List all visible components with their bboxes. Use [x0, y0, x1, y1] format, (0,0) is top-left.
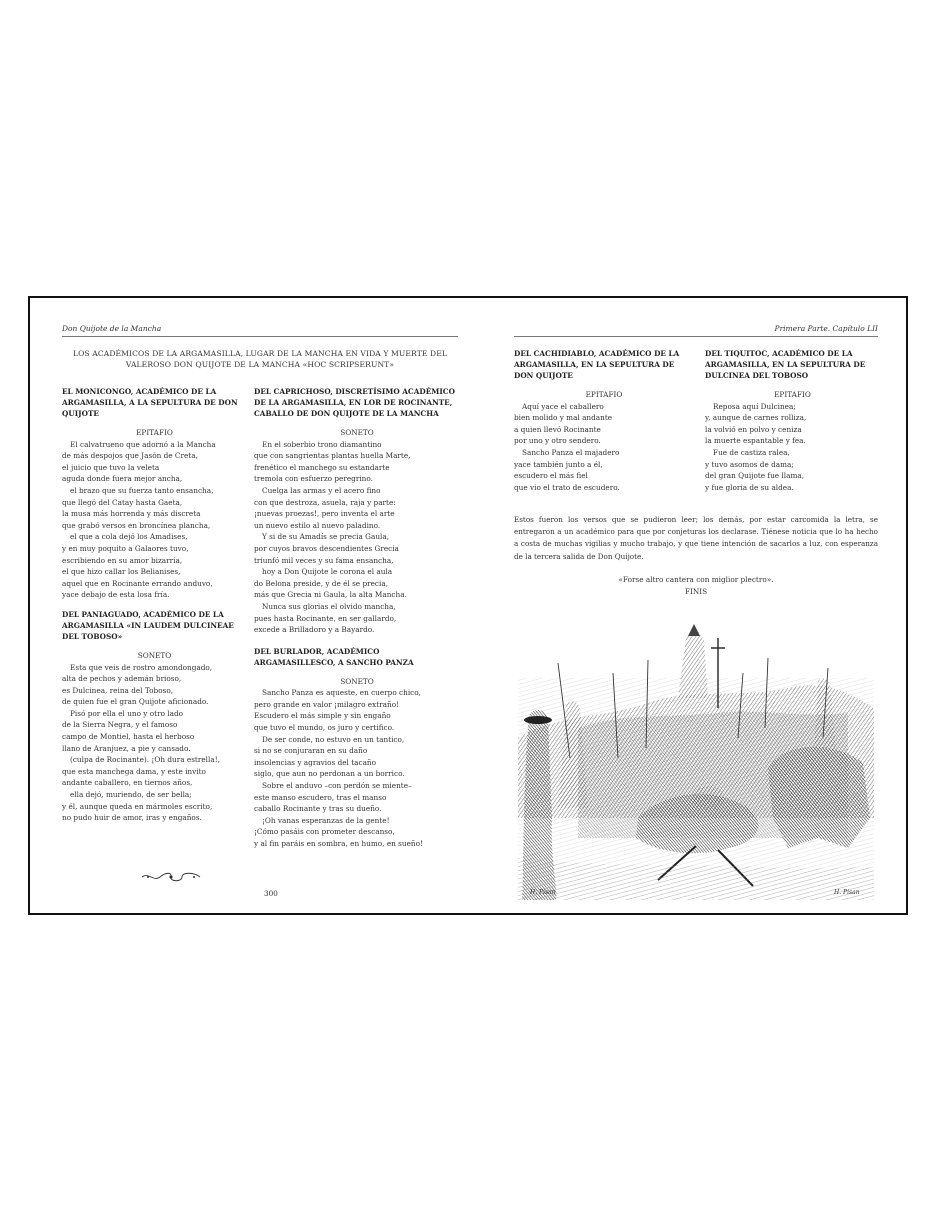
verse-line: ¡Cómo pasáis con prometer descanso,: [254, 827, 395, 837]
signature-left: H. Pisan: [530, 889, 556, 896]
poem-tiquitoc: [705, 401, 880, 494]
verse-line: que tuvo el mundo, os juro y certifico.: [254, 723, 395, 733]
verse-line: pues hasta Rocinante, en ser gallardo,: [254, 613, 397, 623]
verse-line: es Dulcinea, reina del Toboso,: [62, 685, 174, 695]
poem-burlador: [254, 687, 460, 849]
poem-subheading: SONETO: [340, 676, 374, 686]
column-left: [514, 348, 694, 493]
verse-line: Cuelga las armas y el acero fino: [262, 485, 381, 495]
verse-line: aguda donde fuera mejor ancha,: [62, 474, 183, 484]
verse-line: la volvió en polvo y ceniza: [705, 424, 802, 434]
poem-subheading: EPITAFIO: [774, 390, 811, 399]
verse-line: un nuevo estilo al nuevo paladino.: [254, 520, 381, 530]
verse-line: Y si de su Amadís se precia Gaula,: [262, 532, 390, 542]
verse-line: este manso escudero, tras el manso: [254, 792, 387, 802]
verse-line: tremola con esfuerzo peregrino.: [254, 474, 373, 484]
verse-line: Fue de castiza ralea,: [713, 447, 790, 457]
closing-quote: «Forse altro cantera con miglior plectro».: [618, 575, 774, 584]
verse-line: y fue gloria de su aldea.: [705, 482, 794, 492]
verse-line: que vio el trato de escudero.: [514, 482, 620, 492]
verse-line: En el soberbio trono diamantino: [262, 439, 382, 449]
verse-line: De ser conde, no estuvo en un tantico,: [262, 734, 405, 744]
verse-line: frenético el manchego su estandarte: [254, 462, 390, 472]
verse-line: ¡Oh vanas esperanzas de la gente!: [262, 815, 390, 825]
verse-line: que esta manchega dama, y este invito: [62, 766, 206, 776]
poem-subheading: EPITAFIO: [585, 390, 623, 399]
verse-line: y, aunque de carnes rolliza,: [705, 413, 807, 423]
verse-line: más que Grecia ni Gaula, la alta Mancha.: [254, 590, 407, 600]
verse-line: la musa más horrenda y más discreta: [62, 509, 201, 519]
verse-line: que con sangrientas plantas huella Marte,: [254, 451, 411, 461]
verse-line: que grabó versos en broncínea plancha,: [62, 520, 211, 530]
verse-line: Nunca sus glorias el olvido mancha,: [262, 601, 396, 611]
verse-line: excede a Brilladoro y a Bayardo.: [254, 625, 375, 635]
verse-line: por cuyos bravos descendientes Grecia: [254, 543, 399, 553]
poem-caprichoso: [254, 439, 460, 636]
verse-line: el que hizo callar los Belianises,: [62, 567, 181, 577]
verse-line: Aquí yace el caballero: [522, 401, 604, 411]
verse-line: no pudo huir de amor, iras y engaños.: [62, 813, 202, 823]
verse-line: aquel que en Rocinante errando anduvo,: [62, 578, 213, 588]
verse-line: yace también junto a él,: [514, 459, 603, 469]
verse-line: de quien fue el gran Quijote aficionado.: [62, 697, 209, 707]
poem-subheading: EPITAFIO: [136, 428, 173, 437]
verse-line: caballo Rocinante y tras su dueño.: [254, 804, 382, 814]
verse-line: Escudero el más simple y sin engaño: [254, 711, 391, 721]
book-spread: [28, 296, 908, 915]
poem-heading-tiquitoc: DEL TIQUITOC, ACADÉMICO DE LA ARGAMASILLA, EN LA SEPULTURA DE DULCINEA DEL TOBOSO: [705, 349, 866, 380]
column-right: [254, 386, 460, 850]
verse-line: el brazo que su fuerza tanto ensancha,: [70, 485, 214, 495]
verse-line: y al fin paráis en sombra, en humo, en sueño!: [254, 839, 423, 848]
verse-line: que llegó del Catay hasta Gaeta,: [62, 497, 183, 507]
finis: FINIS: [684, 586, 708, 596]
verse-line: de la Sierra Negra, y el famoso: [62, 720, 178, 730]
verse-line: ¡nuevas proezas!, pero inventa el arte: [254, 509, 395, 519]
verse-line: Sancho Panza es aqueste, en cuerpo chico,: [262, 688, 421, 698]
verse-line: y en muy poquito a Galaores tuvo,: [62, 543, 189, 553]
verse-line: (culpa de Rocinante). ¡Oh dura estrella!,: [70, 755, 220, 765]
verse-line: bien molido y mal andante: [514, 413, 613, 423]
poem-cachidiablo: [514, 401, 694, 494]
verse-line: a quien llevó Rocinante: [514, 424, 601, 434]
verse-line: siglo, que aun no perdonan a un borrico.: [254, 769, 405, 779]
verse-line: llano de Aranjuez, a pie y cansado.: [62, 743, 191, 753]
verse-line: si no se conjuraran en su daño: [254, 746, 368, 756]
chapter-title: LOS ACADÉMICOS DE LA ARGAMASILLA, LUGAR DE LA MANCHA EN VIDA Y MUERTE DEL VALEROSO DON QUIJOTE DE LA MANCHA «HOC SCRIPSERUNT»: [72, 349, 448, 369]
verse-line: la muerte espantable y fea.: [705, 436, 806, 446]
verse-line: con que destroza, asuela, raja y parte:: [254, 497, 396, 507]
column-left: [62, 386, 247, 824]
poem-heading-monicongo: EL MONICONGO, ACADÉMICO DE LA ARGAMASILLA, A LA SEPULTURA DE DON QUIJOTE: [62, 387, 238, 418]
running-head-left: Don Quijote de la Mancha: [62, 324, 458, 337]
verse-line: alta de pechos y ademán brioso,: [62, 674, 182, 684]
verse-line: de más despojos que Jasón de Creta,: [62, 451, 198, 461]
closing-paragraph: Estos fueron los versos que se pudieron leer; los demás, por estar carcomida la letra, se entregaron a un académico para que por conjeturas los declarase. Tiénese noticia que lo ha hecho a costa de muchas vigilias y mucho trabajo, y que tiene intención de sacarlos a luz, con esperanza de la tercera salida de Don Quijote.: [514, 515, 878, 561]
verse-line: Reposa aquí Dulcinea;: [713, 401, 796, 411]
page-number: 300: [264, 889, 278, 898]
verse-line: el juicio que tuvo la veleta: [62, 462, 160, 472]
verse-line: Sancho Panza el majadero: [522, 447, 620, 457]
verse-line: insolencias y agravios del tacaño: [254, 757, 377, 767]
verse-line: Pisó por ella el uno y otro lado: [70, 708, 184, 718]
closing-block: [514, 574, 878, 597]
flourish-ornament: [140, 872, 202, 885]
verse-line: andante caballero, en tiernos años,: [62, 778, 193, 788]
verse-line: hoy a Don Quijote le corona el aula: [262, 567, 393, 577]
verse-line: y él, aunque queda en mármoles escrito,: [62, 801, 213, 811]
poem-heading-paniaguado: DEL PANIAGUADO, ACADÉMICO DE LA ARGAMASILLA «IN LAUDEM DULCINEAE DEL TOBOSO»: [62, 609, 234, 641]
verse-line: por uno y otro sendero.: [514, 436, 601, 446]
poem-heading-cachidiablo: DEL CACHIDIABLO, ACADÉMICO DE LA ARGAMASILLA, EN LA SEPULTURA DE DON QUIJOTE: [514, 349, 680, 380]
verse-line: el que a cola dejó los Amadises,: [70, 532, 188, 542]
column-right: [705, 348, 880, 493]
poem-heading-caprichoso: DEL CAPRICHOSO, DISCRETÍSIMO ACADÉMICO DE LA ARGAMASILLA, EN LOR DE ROCINANTE, CABALLO DE DON QUIJOTE DE LA MANCHA: [254, 387, 455, 418]
left-page: [62, 298, 458, 913]
verse-line: Esta que veis de rostro amondongado,: [70, 662, 213, 672]
poem-paniaguado: [62, 662, 247, 824]
verse-line: Sobre el anduvo –con perdón se miente–: [262, 781, 412, 791]
verse-line: El calvatrueno que adornó a la Mancha: [70, 439, 216, 449]
signature-right: H. Pisan: [834, 889, 860, 896]
verse-line: y tuvo asomos de dama;: [705, 459, 794, 469]
poem-heading-burlador: DEL BURLADOR, ACADÉMICO ARGAMASILLESCO, A SANCHO PANZA: [254, 646, 414, 667]
verse-line: campo de Montiel, hasta el herboso: [62, 732, 195, 742]
verse-line: escudero el más fiel: [514, 471, 588, 481]
running-head-right: Primera Parte. Capítulo LII: [514, 324, 878, 337]
verse-line: triunfó mil veces y su fama ensancha,: [254, 555, 394, 565]
verse-line: yace debajo de esta losa fría.: [62, 590, 170, 600]
verse-line: escribiendo en su amor bizarría,: [62, 555, 183, 565]
verse-line: del gran Quijote fue llama,: [705, 471, 805, 481]
right-page: [514, 298, 878, 913]
poem-monicongo: [62, 439, 247, 601]
verse-line: ella dejó, muriendo, de ser bella;: [70, 790, 192, 800]
verse-line: do Belona preside, y de él se precia,: [254, 578, 389, 588]
engraving-illustration: [518, 618, 874, 900]
verse-line: pero grande en valor ¡milagro extraño!: [254, 699, 400, 709]
poem-subheading: SONETO: [137, 650, 172, 660]
poem-subheading: SONETO: [340, 428, 374, 437]
